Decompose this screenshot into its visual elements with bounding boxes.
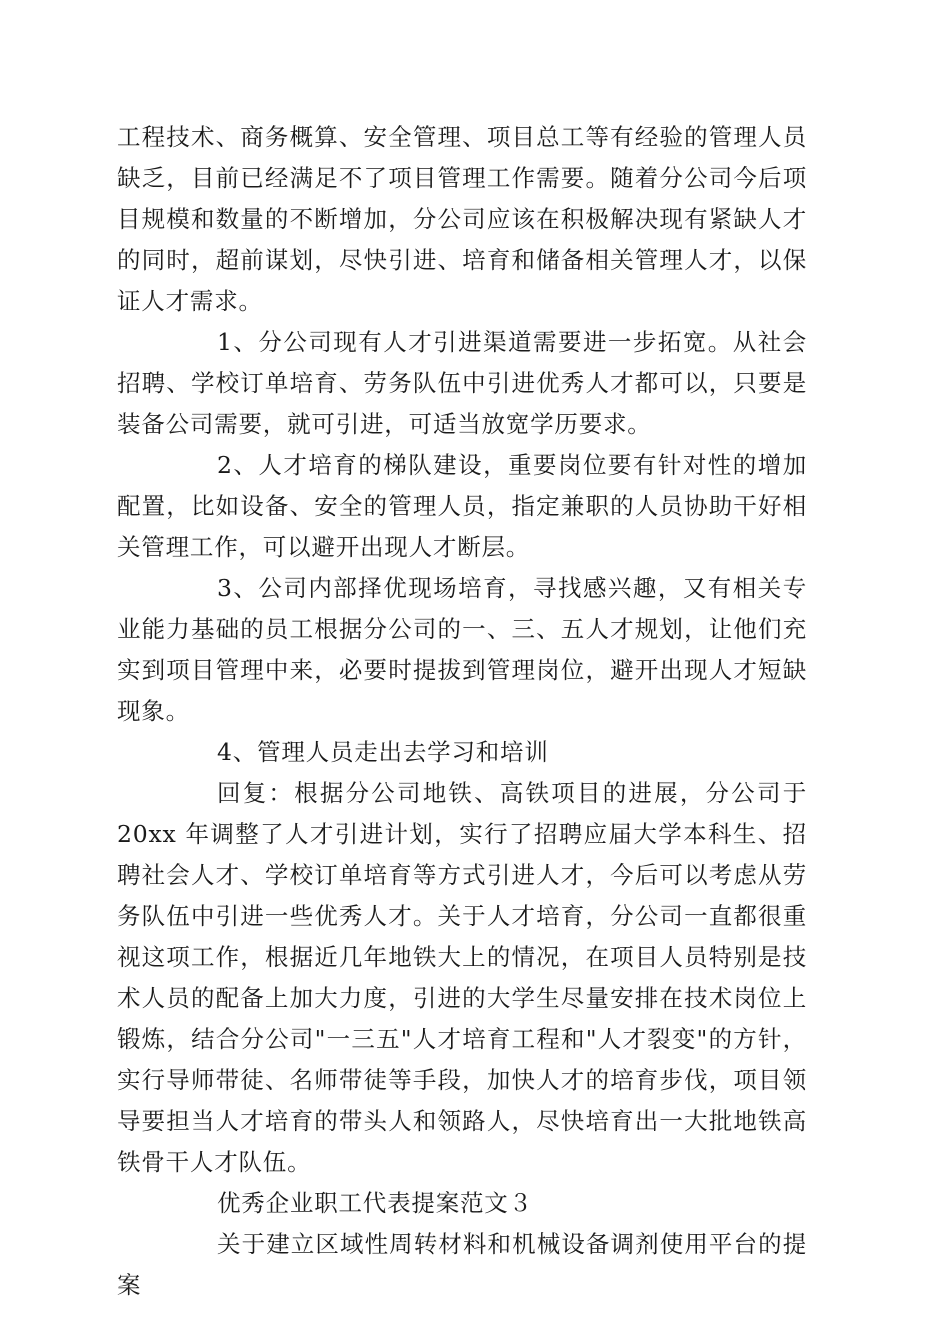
- paragraph-item-2: 2、人才培育的梯队建设，重要岗位要有针对性的增加配置，比如设备、安全的管理人员，指定兼职的人员协助干好相关管理工作，可以避开出现人才断层。: [117, 451, 807, 561]
- paragraph-reply: 回复：根据分公司地铁、高铁项目的进展，分公司于20xx 年调整了人才引进计划，实行了招聘应届大学本科生、招聘社会人才、学校订单培育等方式引进人才，今后可以考虑从劳务队伍中引进一些优秀人才。关于人才培育，分公司一直都很重视这项工作，根据近几年地铁大上的情况，在项目人员特别是技术人员的配备上加大力度，引进的大学生尽量安排在技术岗位上锻炼，结合分公司"一三五"人才培育工程和"人才裂变"的方针，实行导师带徒、名师带徒等手段，加快人才的培育步伐，项目领导要担当人才培育的带头人和领路人，尽快培育出一大批地铁高铁骨干人才队伍。: [117, 779, 807, 1176]
- section-title: 优秀企业职工代表提案范文３: [217, 1189, 533, 1217]
- paragraph-intro: 工程技术、商务概算、安全管理、项目总工等有经验的管理人员缺乏，目前已经满足不了项目管理工作需要。随着分公司今后项目规模和数量的不断增加，分公司应该在积极解决现有紧缺人才的同时，超前谋划，尽快引进、培育和储备相关管理人才，以保证人才需求。: [117, 123, 807, 315]
- paragraph-item-1: 1、分公司现有人才引进渠道需要进一步拓宽。从社会招聘、学校订单培育、劳务队伍中引进优秀人才都可以，只要是装备公司需要，就可引进，可适当放宽学历要求。: [117, 328, 807, 438]
- paragraph-item-3: 3、公司内部择优现场培育，寻找感兴趣，又有相关专业能力基础的员工根据分公司的一、三、五人才规划，让他们充实到项目管理中来，必要时提拔到管理岗位，避开出现人才短缺现象。: [117, 574, 807, 725]
- document-body: [117, 117, 807, 1306]
- paragraph-item-4: 4、管理人员走出去学习和培训: [217, 738, 549, 766]
- proposal-title: 关于建立区域性周转材料和机械设备调剂使用平台的提案: [117, 1230, 807, 1299]
